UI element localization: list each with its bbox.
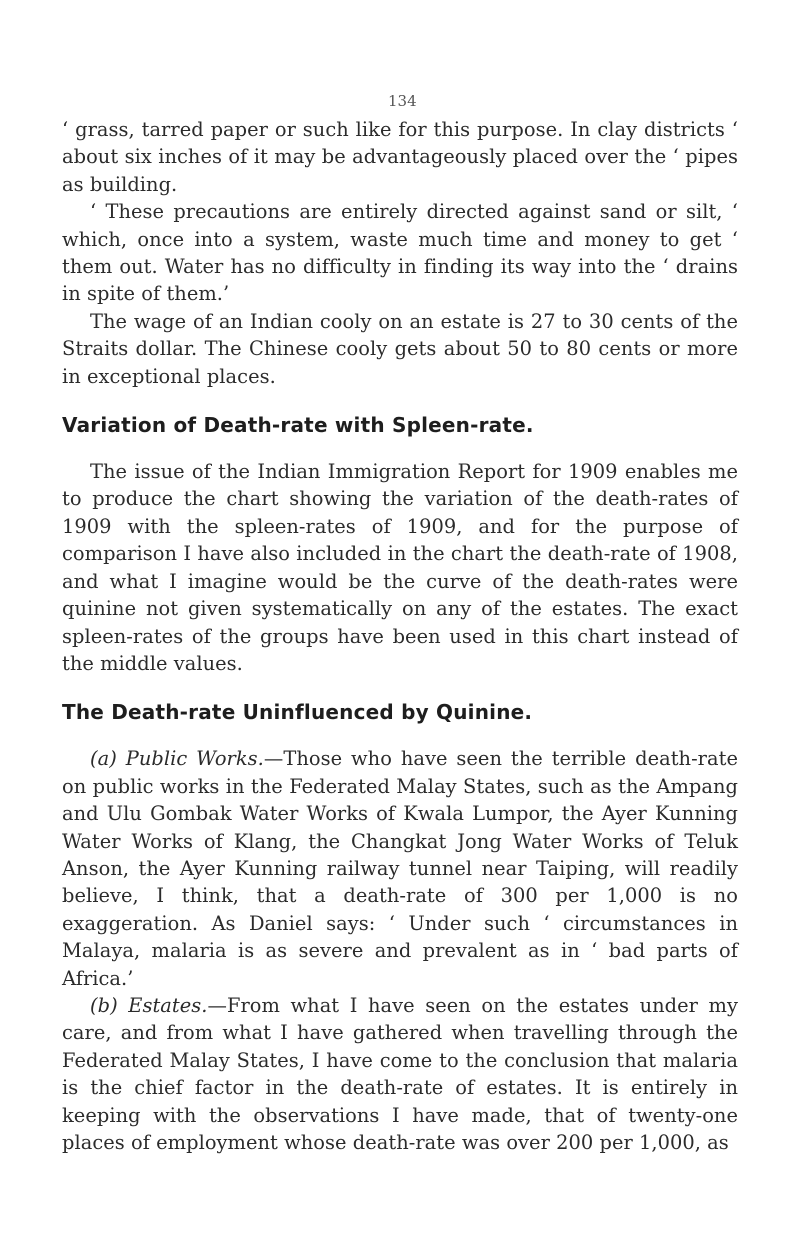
paragraph-text: —From what I have seen on the estates under my care, and from what I have gathered when travelling through the Federated Malay States, I have come to the conclusion that malaria is the chief factor in the death-rate of estates. It is entirely in keeping with the observations I have made, that of twenty-one places of employment whose death-rate was over 200 per 1,000, as: [62, 993, 739, 1154]
paragraph: ‘ grass, tarred paper or such like for this purpose. In clay districts ‘ about six inches of it may be advantageously placed over the ‘ pipes as building.: [62, 118, 738, 196]
paragraph: [62, 745, 738, 992]
paragraph: [62, 992, 738, 1156]
section-heading: Variation of Death-rate with Spleen-rate.: [62, 413, 534, 438]
paragraph-label: (a) Public Works.: [90, 747, 264, 771]
paragraph-text: —Those who have seen the terrible death-rate on public works in the Federated Malay States, such as the Ampang and Ulu Gombak Water Works of Kwala Lumpor, the Ayer Kunning Water Works of Klang, the Changkat Jong Water Works of Teluk Anson, the Ayer Kunning railway tunnel near Taiping, will readily believe, I think, that a death-rate of 300 per 1,000 is no exaggeration. As Daniel says: ‘ Under such ‘ circumstances in Malaya, malaria is as severe and prevalent as in ‘ bad parts of Africa.’: [62, 747, 738, 990]
page-body: [62, 116, 738, 1156]
page-number: 134: [388, 92, 417, 110]
paragraph: The wage of an Indian cooly on an estate is 27 to 30 cents of the Straits dollar. The Chinese cooly gets about 50 to 80 cents or more in exceptional places.: [62, 309, 738, 388]
section-heading: The Death-rate Uninfluenced by Quinine.: [62, 700, 533, 725]
paragraph: The issue of the Indian Immigration Report for 1909 enables me to produce the chart showing the variation of the death-rates of 1909 with the spleen-rates of 1909, and for the purpose of comparison I have also included in the chart the death-rate of 1908, and what I imagine would be the curve of the death-rates were quinine not given systematically on any of the estates. The exact spleen-rates of the groups have been used in this chart instead of the middle values.: [62, 460, 738, 675]
paragraph: ‘ These precautions are entirely directed against sand or silt, ‘ which, once into a system, waste much time and money to get ‘ them out. Water has no difficulty in finding its way into the ‘ drains in spite of them.’: [62, 200, 738, 306]
paragraph-label: (b) Estates.: [90, 993, 208, 1017]
